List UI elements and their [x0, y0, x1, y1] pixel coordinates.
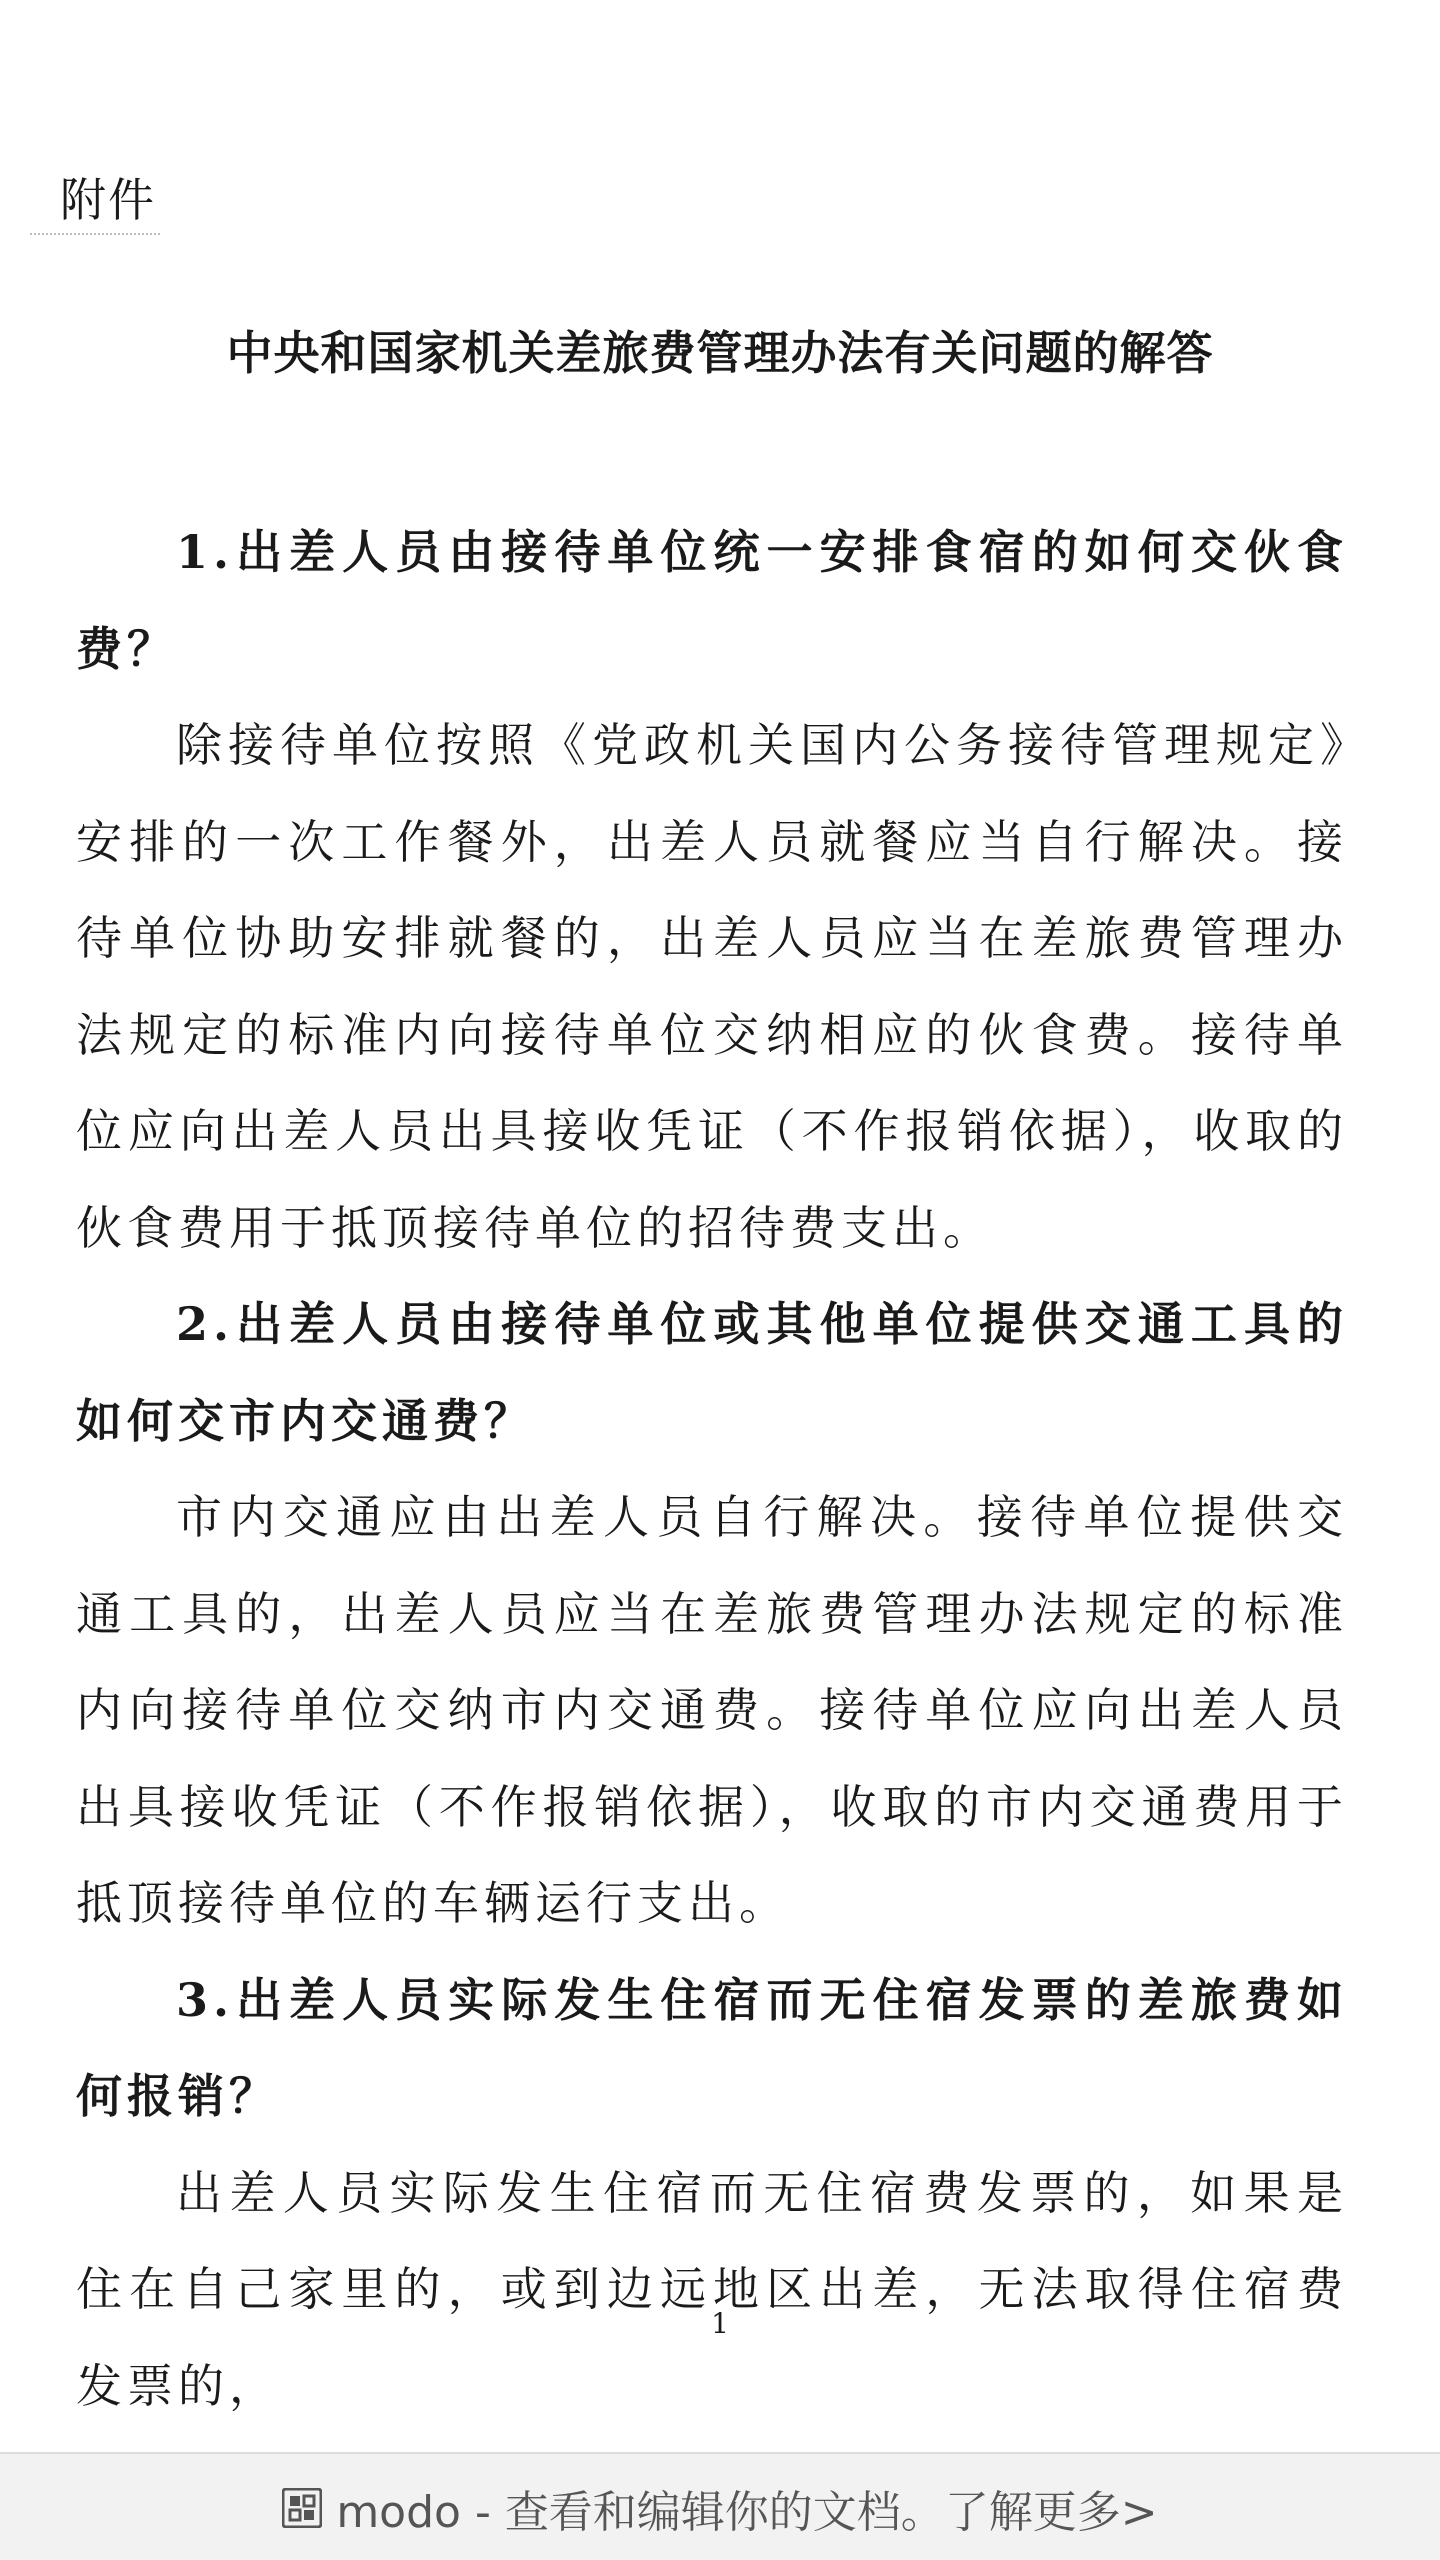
document-title: 中央和国家机关差旅费管理办法有关问题的解答 — [226, 326, 1214, 380]
attachment-underline — [30, 233, 160, 235]
attachment-label: 附件 — [60, 173, 156, 227]
modo-logo-icon — [282, 2488, 322, 2528]
learn-more-link[interactable]: 查看和编辑你的文档。了解更多> — [504, 2487, 1158, 2538]
question-1: 1.出差人员由接待单位统一安排食宿的如何交伙食费？ — [76, 525, 1348, 676]
page-number: 1 — [711, 2307, 729, 2340]
promo-separator: - — [460, 2487, 505, 2538]
modo-promo-bar[interactable] — [0, 2452, 1440, 2560]
answer-3: 出差人员实际发生住宿而无住宿费发票的，如果是住在自己家里的，或到边远地区出差，无法取得住宿费发票的， — [76, 2165, 1348, 2413]
question-2: 2.出差人员由接待单位或其他单位提供交通工具的如何交市内交通费？ — [76, 1297, 1348, 1448]
modo-brand: modo — [336, 2487, 461, 2538]
question-3: 3.出差人员实际发生住宿而无住宿发票的差旅费如何报销？ — [76, 1972, 1348, 2123]
answer-1: 除接待单位按照《党政机关国内公务接待管理规定》安排的一次工作餐外，出差人员就餐应当自行解决。接待单位协助安排就餐的，出差人员应当在差旅费管理办法规定的标准内向接待单位交纳相应的伙食费。接待单位应向出差人员出具接收凭证（不作报销依据），收取的伙食费用于抵顶接待单位的招待费支出。 — [76, 718, 1348, 1255]
answer-2: 市内交通应由出差人员自行解决。接待单位提供交通工具的，出差人员应当在差旅费管理办法规定的标准内向接待单位交纳市内交通费。接待单位应向出差人员出具接收凭证（不作报销依据），收取的市内交通费用于抵顶接待单位的车辆运行支出。 — [76, 1490, 1348, 1930]
document-body — [76, 504, 1348, 2434]
